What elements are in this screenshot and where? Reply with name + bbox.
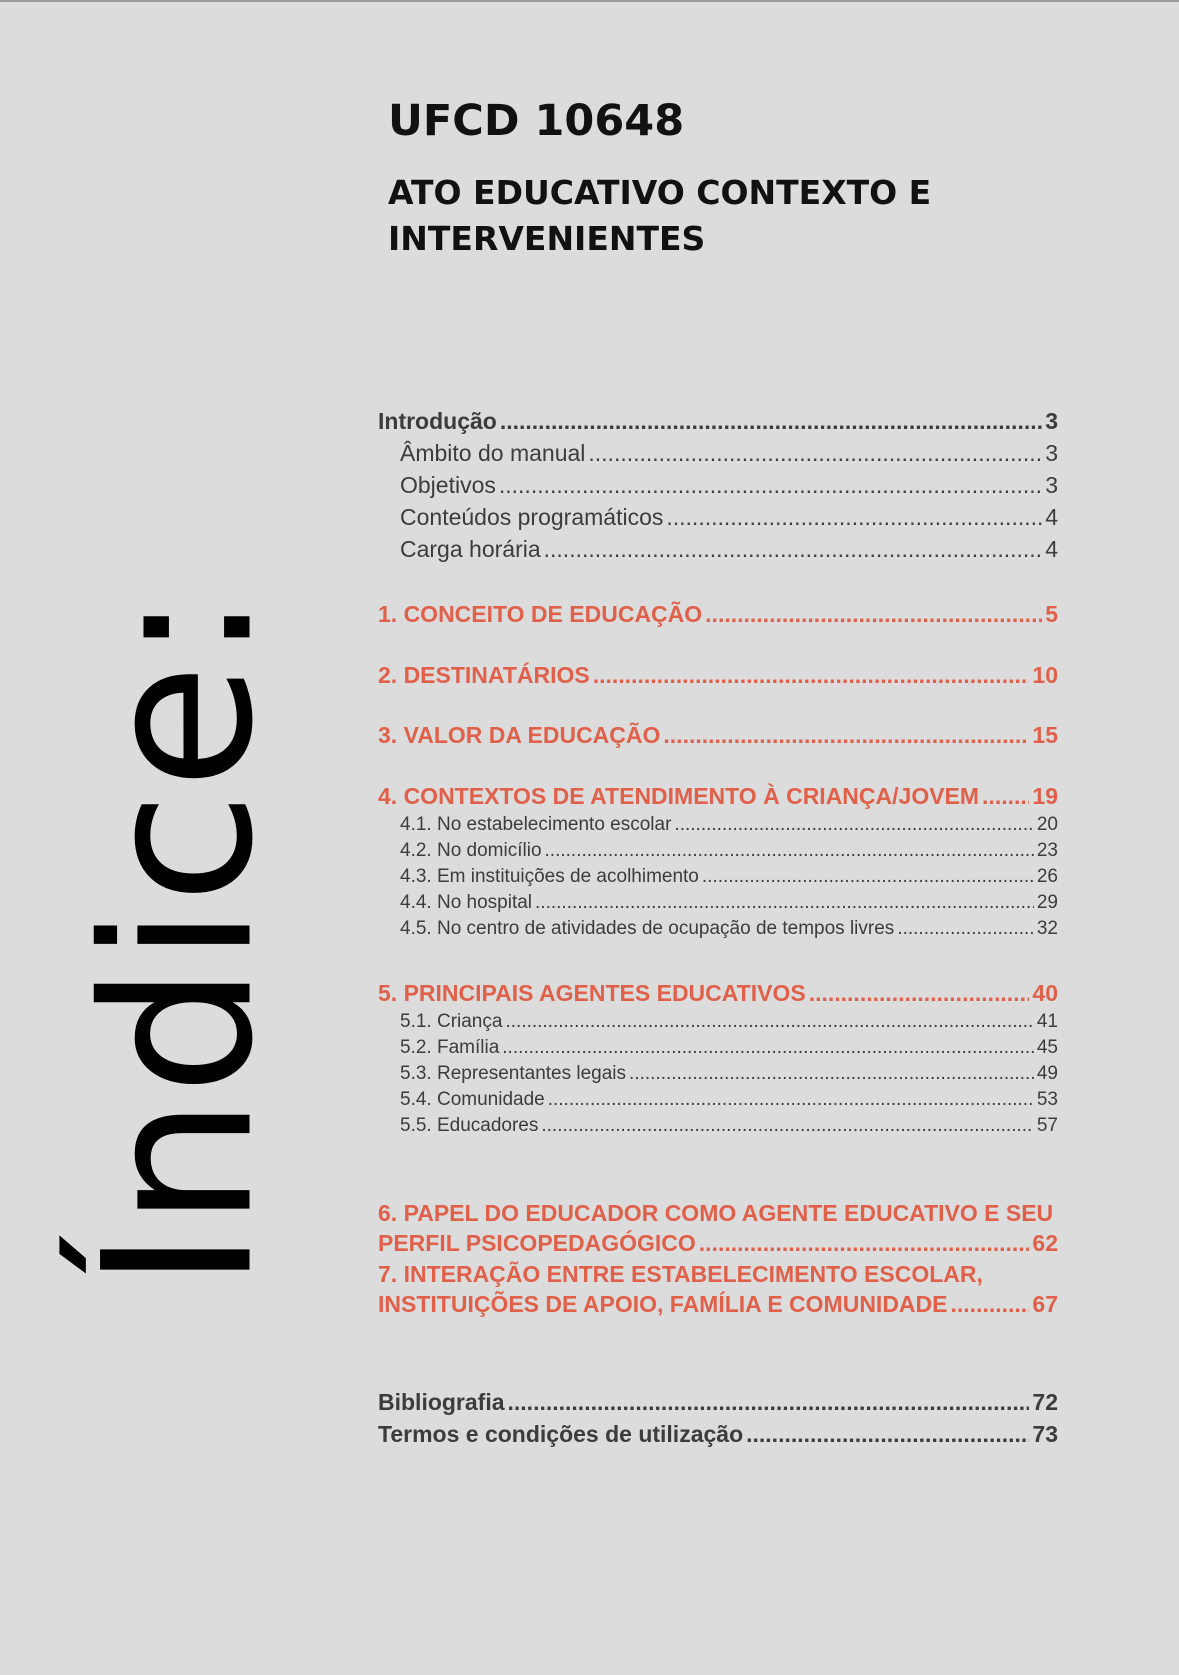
toc-label: 4.1. No estabelecimento escolar <box>400 814 672 835</box>
toc-sub-4-5[interactable] <box>378 918 1058 940</box>
toc-sub-5-3[interactable] <box>378 1063 1058 1085</box>
toc-sub-5-4[interactable] <box>378 1089 1058 1111</box>
index-vertical-title: Índice: <box>60 590 299 1290</box>
toc-chapter-4[interactable] <box>378 783 1058 810</box>
toc-page: 40 <box>1032 980 1058 1006</box>
toc-label-line2: INSTITUIÇÕES DE APOIO, FAMÍLIA E COMUNIDADE <box>378 1291 948 1317</box>
toc-label-line1: 7. INTERAÇÃO ENTRE ESTABELECIMENTO ESCOLAR, <box>378 1261 983 1287</box>
toc-label: 5.4. Comunidade <box>400 1089 545 1110</box>
toc-label: 4.3. Em instituições de acolhimento <box>400 866 699 887</box>
toc-chapter-2[interactable] <box>378 662 1058 689</box>
toc-chapter-3[interactable] <box>378 722 1058 749</box>
toc-page: 4 <box>1045 504 1058 530</box>
toc-page: 3 <box>1045 472 1058 498</box>
toc-sub-5-5[interactable] <box>378 1115 1058 1137</box>
toc-label-line1: 6. PAPEL DO EDUCADOR COMO AGENTE EDUCATIVO E SEU <box>378 1200 1054 1226</box>
toc-entry-bibliografia[interactable] <box>378 1389 1058 1416</box>
toc-page: 19 <box>1032 783 1058 809</box>
toc-label: Âmbito do manual <box>400 440 586 466</box>
toc-leader <box>674 814 1033 836</box>
toc-chapter-7[interactable] <box>378 1261 1058 1288</box>
toc-chapter-7-cont[interactable] <box>378 1291 1058 1318</box>
toc-label: 5.1. Criança <box>400 1011 503 1032</box>
toc-label: Carga horária <box>400 536 541 562</box>
toc-page: 53 <box>1036 1089 1058 1110</box>
toc-page: 26 <box>1036 866 1058 887</box>
course-title-line2: INTERVENIENTES <box>388 219 706 258</box>
toc-page: 67 <box>1032 1291 1058 1317</box>
toc-leader <box>897 918 1034 940</box>
toc-page: 20 <box>1036 814 1058 835</box>
toc-page: 49 <box>1036 1063 1058 1084</box>
toc-label: Introdução <box>378 408 497 434</box>
side-label-area <box>60 540 299 1340</box>
toc-leader <box>502 1037 1034 1059</box>
toc-entry-ambito[interactable] <box>378 440 1058 467</box>
toc-label: Bibliografia <box>378 1389 505 1415</box>
toc-label: 2. DESTINATÁRIOS <box>378 662 590 688</box>
toc-label: 4.5. No centro de atividades de ocupação de tempos livres <box>400 918 895 939</box>
toc-leader <box>588 440 1042 467</box>
toc-page: 3 <box>1045 408 1058 434</box>
toc-chapter-6[interactable] <box>378 1200 1058 1227</box>
toc-leader <box>508 1389 1030 1416</box>
toc-chapter-6-cont[interactable] <box>378 1230 1058 1257</box>
toc-entry-termos[interactable] <box>378 1421 1058 1448</box>
toc-page: 3 <box>1045 440 1058 466</box>
toc-page: 41 <box>1036 1011 1058 1032</box>
toc-leader <box>535 892 1034 914</box>
course-code: UFCD 10648 <box>388 96 685 146</box>
course-title-line1: ATO EDUCATIVO CONTEXTO E <box>388 173 932 212</box>
toc-page: 57 <box>1036 1115 1058 1136</box>
toc-label: 3. VALOR DA EDUCAÇÃO <box>378 722 661 748</box>
toc-leader <box>951 1291 1030 1318</box>
toc-sub-4-1[interactable] <box>378 814 1058 836</box>
toc-label: Objetivos <box>400 472 496 498</box>
toc-page: 4 <box>1045 536 1058 562</box>
toc-label: 4.2. No domicílio <box>400 840 542 861</box>
toc-leader <box>982 783 1029 810</box>
toc-page: 29 <box>1036 892 1058 913</box>
toc-leader <box>746 1421 1029 1448</box>
toc-leader <box>663 722 1029 749</box>
toc-page: 23 <box>1036 840 1058 861</box>
toc-leader <box>544 536 1043 563</box>
toc-entry-intro[interactable] <box>378 408 1058 435</box>
toc-chapter-1[interactable] <box>378 601 1058 628</box>
toc-leader <box>541 1115 1033 1137</box>
toc-sub-4-4[interactable] <box>378 892 1058 914</box>
toc-label: 1. CONCEITO DE EDUCAÇÃO <box>378 601 703 627</box>
toc-leader <box>499 472 1042 499</box>
toc-page: 10 <box>1032 662 1058 688</box>
toc-label: 4.4. No hospital <box>400 892 533 913</box>
toc-leader <box>548 1089 1034 1111</box>
toc-entry-objetivos[interactable] <box>378 472 1058 499</box>
toc-leader <box>545 840 1034 862</box>
toc-entry-conteudos[interactable] <box>378 504 1058 531</box>
toc-sub-5-2[interactable] <box>378 1037 1058 1059</box>
toc-chapter-5[interactable] <box>378 980 1058 1007</box>
toc-entry-carga[interactable] <box>378 536 1058 563</box>
toc-leader <box>705 601 1042 628</box>
toc-leader <box>593 662 1030 689</box>
toc-label: 5. PRINCIPAIS AGENTES EDUCATIVOS <box>378 980 806 1006</box>
course-title <box>388 170 931 262</box>
toc-leader <box>702 866 1034 888</box>
toc-label: 5.3. Representantes legais <box>400 1063 627 1084</box>
toc-label: Termos e condições de utilização <box>378 1421 744 1447</box>
toc-page: 72 <box>1032 1389 1058 1415</box>
toc-label-line2: PERFIL PSICOPEDAGÓGICO <box>378 1230 696 1256</box>
toc-page: 15 <box>1032 722 1058 748</box>
toc-leader <box>666 504 1042 531</box>
top-border <box>0 0 1179 2</box>
toc-page: 62 <box>1032 1230 1058 1256</box>
toc-label: 5.2. Família <box>400 1037 500 1058</box>
toc-leader <box>809 980 1030 1007</box>
toc-leader <box>629 1063 1034 1085</box>
toc-leader <box>699 1230 1030 1257</box>
toc-sub-4-3[interactable] <box>378 866 1058 888</box>
toc-sub-5-1[interactable] <box>378 1011 1058 1033</box>
toc-label: Conteúdos programáticos <box>400 504 664 530</box>
toc-page: 5 <box>1045 601 1058 627</box>
toc-label: 4. CONTEXTOS DE ATENDIMENTO À CRIANÇA/JOVEM <box>378 783 980 809</box>
toc-leader <box>500 408 1042 435</box>
toc-page: 73 <box>1032 1421 1058 1447</box>
toc-leader <box>505 1011 1033 1033</box>
toc-page: 45 <box>1036 1037 1058 1058</box>
document-header <box>388 92 931 262</box>
toc-label: 5.5. Educadores <box>400 1115 539 1136</box>
toc-page: 32 <box>1036 918 1058 939</box>
toc-sub-4-2[interactable] <box>378 840 1058 862</box>
